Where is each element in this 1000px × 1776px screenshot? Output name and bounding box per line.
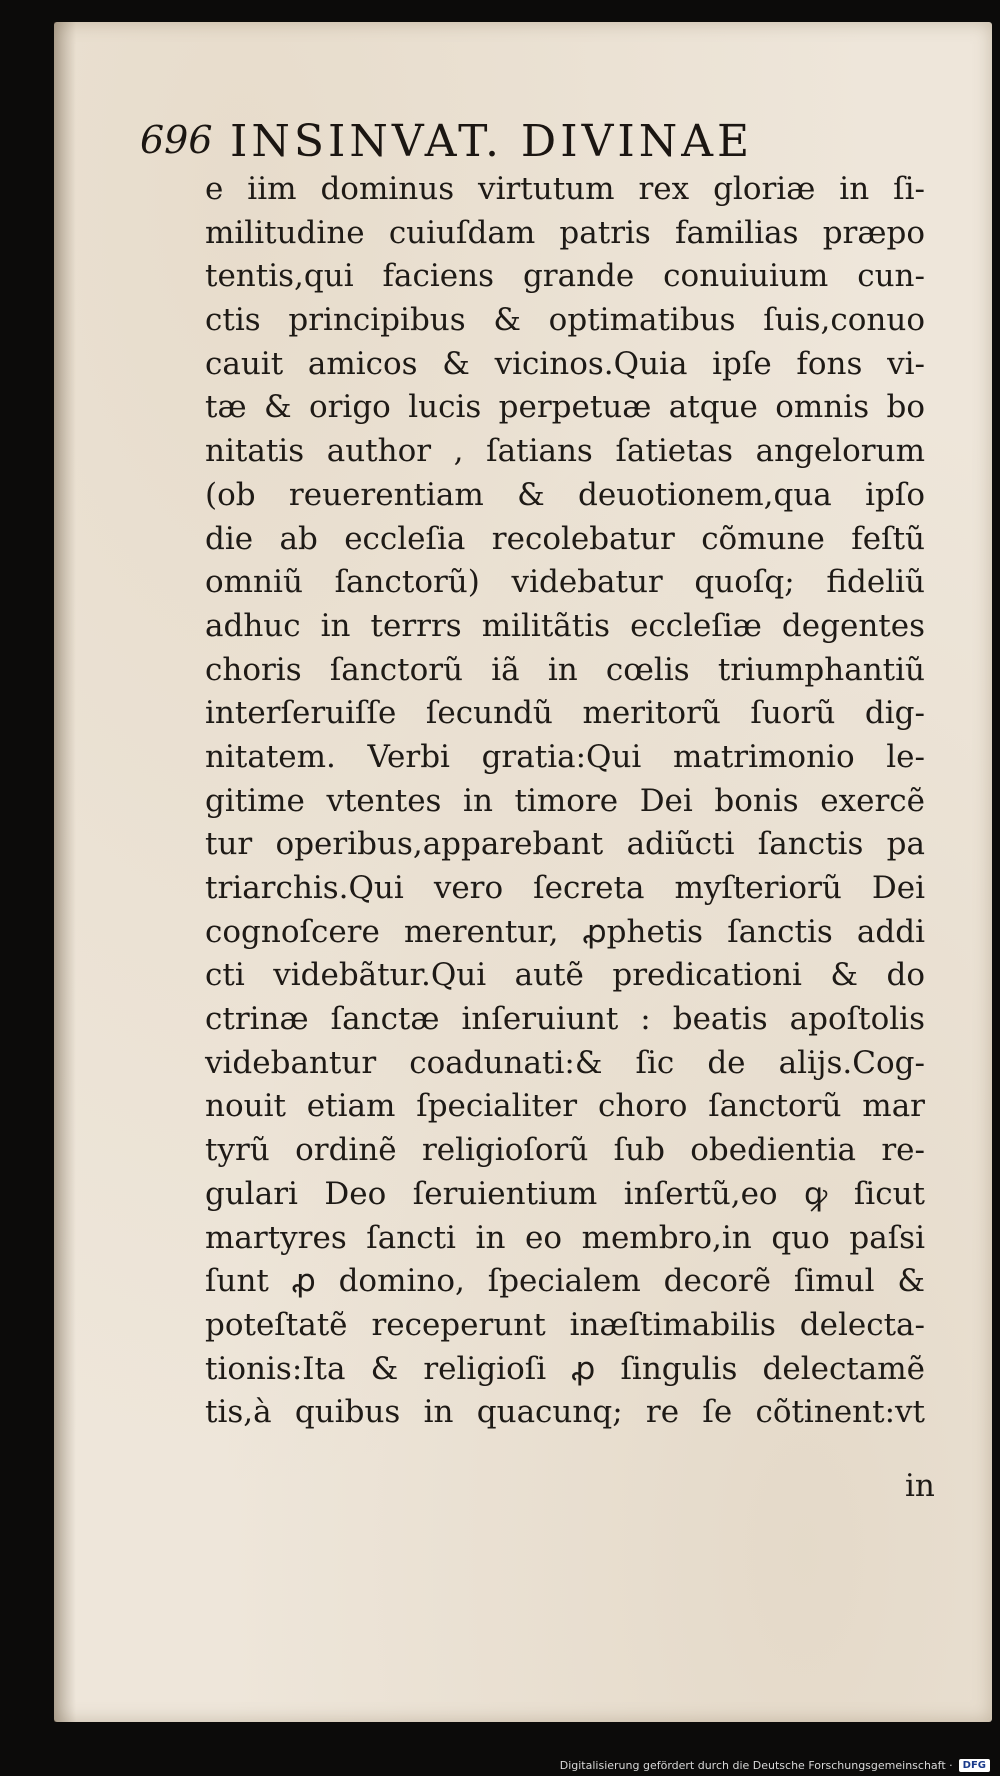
- text-line: cti videbãtur.Qui autẽ predicationi & do: [205, 957, 925, 994]
- text-line: ctis principibus & optimatibus ſuis,conuo: [205, 302, 925, 339]
- text-line: cognoſcere merentur, ꝓphetis ſanctis addi: [205, 913, 925, 950]
- text-line: cauit amicos & vicinos.Quia ipſe fons vi-: [205, 345, 925, 382]
- body-text: [205, 168, 925, 1435]
- text-line: choris ſanctorũ iã in cœlis triumphantiũ: [205, 651, 925, 688]
- running-title: INSINVAT. DIVINAE: [230, 116, 754, 167]
- text-line: poteſtatẽ receperunt inæſtimabilis delecta-: [205, 1306, 925, 1343]
- text-line: adhuc in terrrs militãtis eccleſiæ degentes: [205, 607, 925, 644]
- text-line: nitatis author , ſatians ſatietas angelorum: [205, 433, 925, 470]
- page-number: 696: [140, 118, 213, 162]
- text-line: nitatem. Verbi gratia:Qui matrimonio le-: [205, 738, 925, 775]
- text-line: nouit etiam ſpecialiter choro ſanctorũ mar: [205, 1088, 925, 1125]
- text-line: tyrũ ordinẽ religioſorũ ſub obedientia re-: [205, 1132, 925, 1169]
- text-line: gitime vtentes in timore Dei bonis exercẽ: [205, 782, 925, 819]
- text-line: ſunt ꝓ domino, ſpecialem decorẽ ſimul &: [205, 1263, 925, 1300]
- running-head: [140, 100, 900, 170]
- text-line: die ab eccleſia recolebatur cõmune feſtũ: [205, 520, 925, 557]
- footer-credit: Digitalisierung gefördert durch die Deutsche Forschungsgemeinschaft ·: [559, 1759, 953, 1772]
- text-line: (ob reuerentiam & deuotionem,qua ipſo: [205, 476, 925, 513]
- text-line: triarchis.Qui vero ſecreta myſteriorũ Dei: [205, 870, 925, 906]
- text-line: tis,à quibus in quacunq; re ſe cõtinent:vt: [205, 1394, 925, 1431]
- text-line: tentis,qui faciens grande conuiuium cun-: [205, 258, 925, 295]
- digitization-footer: [560, 1759, 990, 1772]
- text-line: martyres ſancti in eo membro,in quo paſsi: [205, 1219, 925, 1256]
- text-line: e iim dominus virtutum rex gloriæ in ſi-: [205, 171, 925, 207]
- text-line: tur operibus,apparebant adiũcti ſanctis pa: [205, 826, 925, 863]
- text-line: militudine cuiuſdam patris familias præpo: [205, 214, 925, 251]
- text-line: interſeruiſſe ſecundũ meritorũ ſuorũ dig-: [205, 695, 925, 732]
- text-line: tionis:Ita & religioſi ꝓ ſingulis delectamẽ: [205, 1350, 925, 1387]
- text-line: tæ & origo lucis perpetuæ atque omnis bo: [205, 389, 925, 426]
- catchword: in: [905, 1468, 935, 1504]
- text-line: ctrinæ ſanctæ inſeruiunt : beatis apoſtolis: [205, 1001, 925, 1038]
- dfg-logo: DFG: [959, 1759, 990, 1772]
- text-line: omniũ ſanctorũ) videbatur quoſq; fideliũ: [205, 564, 925, 601]
- text-line: gulari Deo ſeruientium inſertũ,eo ꝙ ſicut: [205, 1175, 925, 1212]
- page-gutter-shadow: [54, 22, 76, 1722]
- text-line: videbantur coadunati:& ſic de alijs.Cog-: [205, 1044, 925, 1081]
